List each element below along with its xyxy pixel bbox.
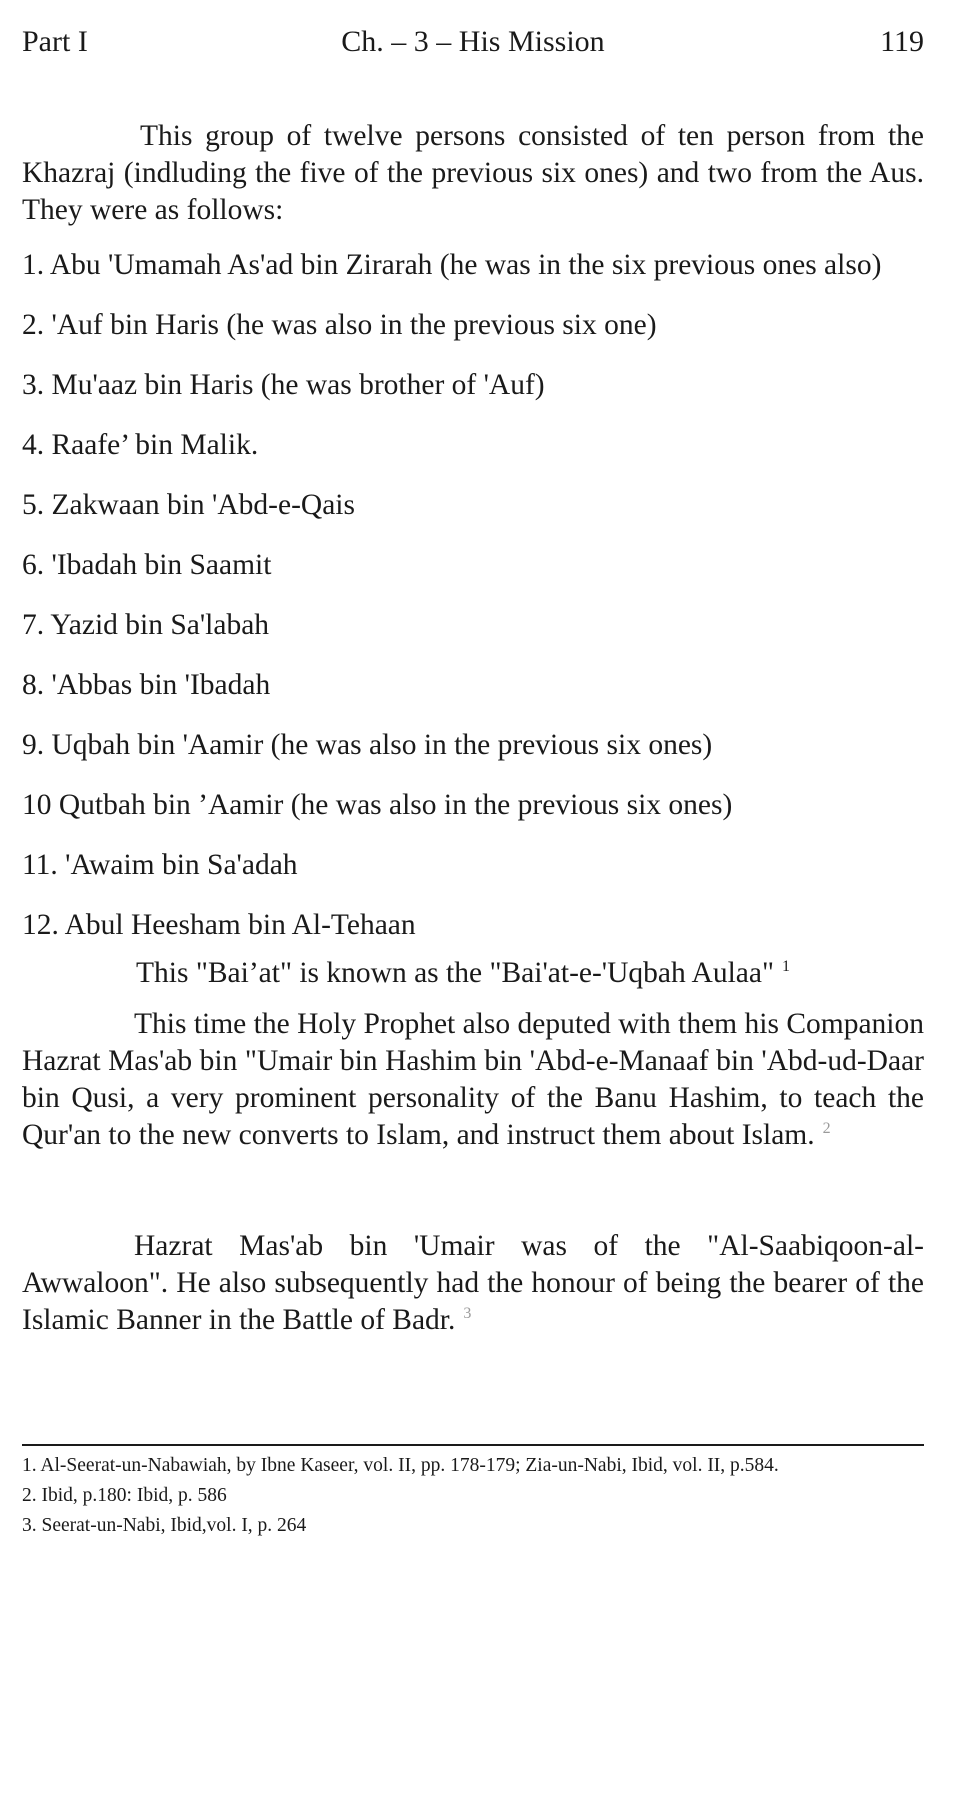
footnote-ref-1: 1 bbox=[782, 958, 790, 976]
footnotes-section bbox=[22, 1444, 924, 1542]
footnote-ref-3: 3 bbox=[463, 1305, 472, 1323]
list-item: 6. 'Ibadah bin Saamit bbox=[22, 549, 272, 581]
list-item: 2. 'Auf bin Haris (he was also in the previous six one) bbox=[22, 309, 657, 341]
bait-text: This "Bai’at" is known as the "Bai'at-e-'Uqbah Aulaa" bbox=[136, 957, 774, 989]
page-number: 119 bbox=[880, 25, 924, 58]
list-item: 1. Abu 'Umamah As'ad bin Zirarah (he was in the six previous ones also) bbox=[22, 249, 882, 281]
list-item: 3. Mu'aaz bin Haris (he was brother of 'Auf) bbox=[22, 369, 545, 401]
members-list bbox=[22, 247, 924, 944]
list-item: 5. Zakwaan bin 'Abd-e-Qais bbox=[22, 489, 355, 521]
page-body bbox=[22, 118, 924, 1339]
deputed-paragraph bbox=[22, 1006, 924, 1154]
list-item: 8. 'Abbas bin 'Ibadah bbox=[22, 669, 271, 701]
list-item: 4. Raafe’ bin Malik. bbox=[22, 429, 259, 461]
deputed-text: This time the Holy Prophet also deputed with them his Companion Hazrat Mas'ab bin "Umair bin Hashim bin 'Abd-e-Manaaf bin 'Abd-ud-Daar bin Qusi, a very prominent personality of the Banu Hashim, to teach the Qur'an to the new converts to Islam, and instruct them about Islam. bbox=[22, 1008, 924, 1151]
list-item: 12. Abul Heesham bin Al-Tehaan bbox=[22, 909, 416, 941]
running-header bbox=[22, 22, 924, 62]
list-item: 11. 'Awaim bin Sa'adah bbox=[22, 849, 298, 881]
masab-paragraph bbox=[22, 1228, 924, 1339]
footnote-3: 3. Seerat-un-Nabi, Ibid,vol. I, p. 264 bbox=[22, 1515, 307, 1536]
list-item: 9. Uqbah bin 'Aamir (he was also in the previous six ones) bbox=[22, 729, 713, 761]
header-chapter-title: Ch. – 3 – His Mission bbox=[341, 25, 605, 58]
list-item: 10 Qutbah bin ’Aamir (he was also in the previous six ones) bbox=[22, 789, 733, 821]
footnote-1: 1. Al-Seerat-un-Nabawiah, by Ibne Kaseer, vol. II, pp. 178-179; Zia-un-Nabi, Ibid, vol. II, p.584. bbox=[22, 1455, 779, 1476]
masab-text: Hazrat Mas'ab bin 'Umair was of the "Al-Saabiqoon-al-Awwaloon". He also subsequently had the honour of being the bearer of the Islamic Banner in the Battle of Badr. bbox=[22, 1230, 924, 1336]
list-item: 7. Yazid bin Sa'labah bbox=[22, 609, 270, 641]
header-part-label: Part I bbox=[22, 25, 88, 58]
footnote-ref-2: 2 bbox=[822, 1120, 831, 1138]
intro-paragraph: This group of twelve persons consisted of ten person from the Khazraj (indluding the five of the previous six ones) and two from the Aus. They were as follows: bbox=[22, 120, 924, 226]
footnote-2: 2. Ibid, p.180: Ibid, p. 586 bbox=[22, 1485, 227, 1506]
bait-statement bbox=[22, 955, 924, 992]
